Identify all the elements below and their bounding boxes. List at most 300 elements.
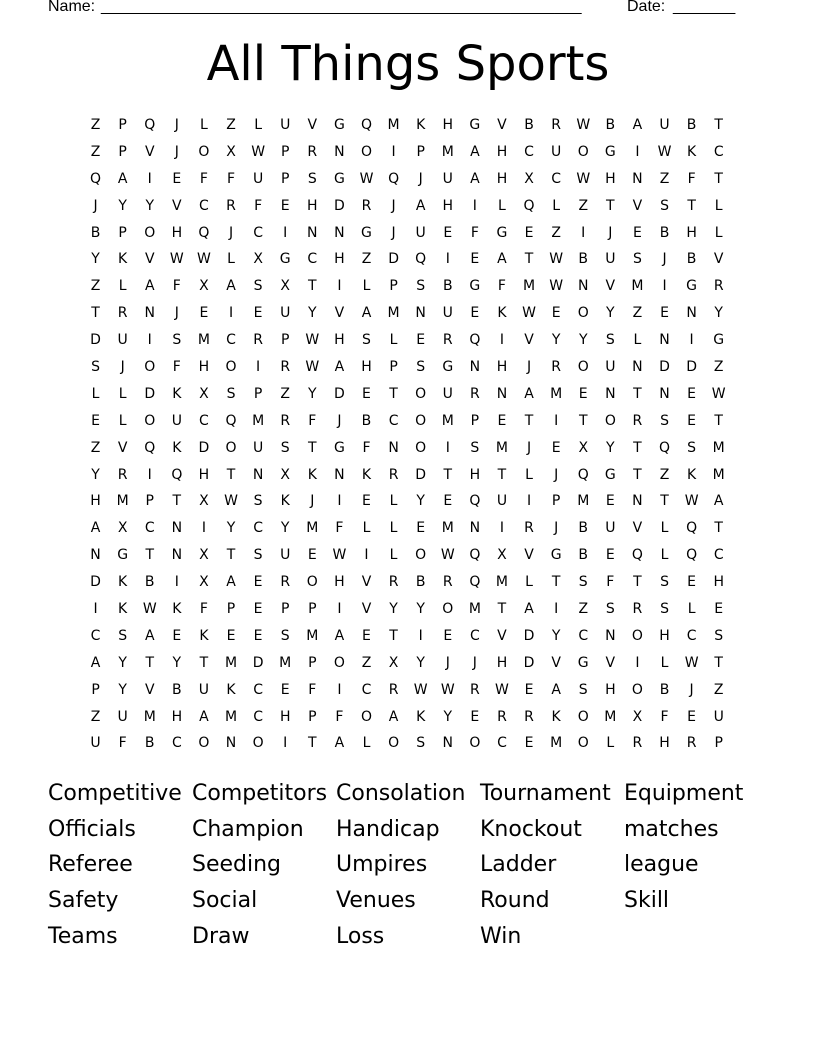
grid-letter[interactable]: Y (416, 654, 425, 671)
grid-letter[interactable]: S (605, 601, 615, 618)
grid-letter[interactable]: T (633, 574, 642, 591)
grid-letter[interactable]: C (713, 143, 724, 160)
grid-letter[interactable]: F (470, 224, 479, 241)
grid-letter[interactable]: A (144, 627, 155, 644)
grid-letter[interactable]: Q (469, 493, 481, 510)
grid-letter[interactable]: X (497, 547, 507, 564)
grid-letter[interactable]: W (224, 493, 238, 510)
grid-letter[interactable]: Y (91, 466, 100, 483)
grid-letter[interactable]: Y (578, 332, 588, 349)
grid-letter[interactable]: C (253, 681, 263, 698)
grid-letter[interactable]: R (361, 197, 372, 214)
grid-letter[interactable]: V (144, 143, 155, 160)
grid-letter[interactable]: I (283, 735, 288, 752)
grid-letter[interactable]: A (388, 708, 399, 725)
grid-letter[interactable]: S (660, 601, 669, 618)
grid-letter[interactable]: C (551, 170, 562, 187)
grid-letter[interactable]: S (118, 627, 128, 644)
grid-letter[interactable]: E (687, 574, 697, 591)
grid-letter[interactable]: T (524, 412, 534, 429)
grid-letter[interactable]: C (578, 627, 589, 644)
grid-letter[interactable]: L (91, 385, 100, 402)
grid-letter[interactable]: S (307, 170, 317, 187)
grid-letter[interactable]: B (686, 251, 697, 268)
grid-letter[interactable]: E (253, 305, 263, 322)
grid-letter[interactable]: J (93, 197, 98, 214)
grid-letter[interactable]: X (199, 493, 209, 510)
grid-letter[interactable]: Y (91, 251, 100, 268)
grid-letter[interactable]: I (147, 466, 152, 483)
grid-letter[interactable]: T (714, 520, 723, 537)
grid-letter[interactable]: Z (280, 385, 290, 402)
grid-letter[interactable]: O (144, 224, 156, 241)
grid-letter[interactable]: C (307, 251, 318, 268)
grid-letter[interactable]: Y (443, 708, 453, 725)
grid-letter[interactable]: S (470, 439, 480, 456)
grid-letter[interactable]: J (391, 224, 396, 241)
grid-letter[interactable]: J (472, 654, 477, 671)
grid-letter[interactable]: Z (361, 654, 372, 671)
grid-letter[interactable]: V (361, 601, 372, 618)
grid-letter[interactable]: U (90, 735, 101, 752)
grid-letter[interactable]: T (497, 466, 507, 483)
grid-letter[interactable]: K (118, 251, 128, 268)
grid-letter[interactable]: K (551, 708, 561, 725)
grid-letter[interactable]: F (687, 170, 696, 187)
grid-letter[interactable]: K (416, 117, 426, 133)
grid-letter[interactable]: U (442, 170, 453, 187)
grid-letter[interactable]: K (307, 466, 317, 483)
grid-letter[interactable]: U (280, 117, 291, 133)
grid-letter[interactable]: O (198, 143, 210, 160)
grid-letter[interactable]: B (361, 412, 372, 429)
grid-letter[interactable]: D (686, 359, 697, 376)
grid-letter[interactable]: P (118, 224, 127, 241)
grid-letter[interactable]: M (279, 654, 292, 671)
grid-letter[interactable]: V (361, 574, 372, 591)
grid-letter[interactable]: T (226, 547, 236, 564)
grid-letter[interactable]: H (496, 143, 508, 160)
grid-letter[interactable]: C (497, 735, 507, 752)
grid-letter[interactable]: F (118, 735, 127, 752)
grid-letter[interactable]: I (364, 547, 369, 564)
grid-letter[interactable]: Z (578, 197, 589, 214)
grid-letter[interactable]: V (144, 251, 155, 268)
grid-letter[interactable]: M (712, 439, 725, 456)
grid-letter[interactable]: P (280, 170, 290, 187)
grid-letter[interactable]: M (523, 278, 536, 295)
grid-letter[interactable]: Y (118, 197, 127, 214)
grid-letter[interactable]: Q (469, 332, 481, 349)
grid-letter[interactable]: Q (388, 170, 400, 187)
grid-letter[interactable]: E (253, 574, 263, 591)
grid-letter[interactable]: N (252, 466, 264, 483)
grid-letter[interactable]: W (549, 278, 564, 295)
grid-letter[interactable]: V (713, 251, 724, 268)
grid-letter[interactable]: M (631, 278, 644, 295)
grid-letter[interactable]: T (308, 439, 317, 456)
grid-letter[interactable]: P (118, 117, 127, 133)
grid-letter[interactable]: Y (280, 520, 290, 537)
grid-letter[interactable]: Z (90, 708, 101, 725)
grid-letter[interactable]: E (470, 251, 480, 268)
grid-letter[interactable]: N (307, 224, 318, 241)
grid-letter[interactable]: B (659, 681, 670, 698)
grid-letter[interactable]: U (252, 170, 264, 187)
grid-letter[interactable]: H (171, 224, 183, 241)
grid-letter[interactable]: C (199, 197, 209, 214)
grid-letter[interactable]: R (253, 332, 263, 349)
grid-letter[interactable]: R (442, 574, 453, 591)
grid-letter[interactable]: T (633, 439, 642, 456)
grid-letter[interactable]: E (524, 681, 534, 698)
grid-letter[interactable]: N (225, 735, 237, 752)
grid-letter[interactable]: A (90, 520, 101, 537)
grid-letter[interactable]: U (605, 251, 616, 268)
grid-letter[interactable]: I (554, 412, 559, 429)
grid-letter[interactable]: H (307, 197, 318, 214)
grid-letter[interactable]: A (470, 143, 480, 160)
grid-letter[interactable]: S (91, 359, 100, 376)
grid-letter[interactable]: T (443, 466, 453, 483)
grid-letter[interactable]: L (606, 735, 615, 752)
grid-letter[interactable]: R (388, 574, 399, 591)
grid-letter[interactable]: W (197, 251, 211, 268)
grid-letter[interactable]: V (144, 681, 155, 698)
grid-letter[interactable]: G (686, 278, 698, 295)
grid-letter[interactable]: I (445, 439, 450, 456)
grid-letter[interactable]: Z (551, 224, 561, 241)
grid-letter[interactable]: H (279, 708, 291, 725)
grid-letter[interactable]: K (118, 574, 128, 591)
grid-letter[interactable]: Y (172, 654, 182, 671)
grid-letter[interactable]: L (714, 224, 723, 241)
grid-letter[interactable]: Y (308, 385, 317, 402)
grid-letter[interactable]: U (442, 385, 453, 402)
grid-letter[interactable]: D (334, 385, 345, 402)
grid-letter[interactable]: W (522, 305, 536, 322)
grid-letter[interactable]: A (415, 197, 426, 214)
grid-letter[interactable]: I (201, 520, 206, 537)
grid-letter[interactable]: U (280, 305, 291, 322)
grid-letter[interactable]: B (659, 224, 670, 241)
grid-letter[interactable]: J (174, 305, 179, 322)
grid-letter[interactable]: X (632, 708, 643, 725)
grid-letter[interactable]: T (551, 574, 561, 591)
grid-letter[interactable]: X (117, 520, 128, 537)
grid-letter[interactable]: R (686, 735, 697, 752)
grid-letter[interactable]: V (172, 197, 182, 214)
grid-letter[interactable]: O (252, 735, 264, 752)
grid-letter[interactable]: Z (361, 251, 372, 268)
grid-letter[interactable]: W (413, 681, 428, 698)
grid-letter[interactable]: U (415, 224, 426, 241)
grid-letter[interactable]: C (253, 224, 263, 241)
grid-letter[interactable]: M (306, 520, 319, 537)
grid-letter[interactable]: H (361, 359, 372, 376)
grid-letter[interactable]: Y (416, 601, 425, 618)
grid-letter[interactable]: S (416, 359, 426, 376)
grid-letter[interactable]: N (605, 385, 616, 402)
grid-letter[interactable]: U (551, 143, 562, 160)
grid-letter[interactable]: O (360, 708, 372, 725)
grid-letter[interactable]: G (333, 170, 345, 187)
grid-letter[interactable]: Y (416, 493, 425, 510)
grid-letter[interactable]: P (118, 143, 127, 160)
grid-letter[interactable]: I (635, 654, 640, 671)
grid-letter[interactable]: U (117, 708, 128, 725)
grid-letter[interactable]: J (554, 520, 559, 537)
grid-letter[interactable]: U (280, 547, 291, 564)
grid-letter[interactable]: T (633, 466, 642, 483)
grid-letter[interactable]: B (172, 681, 182, 698)
grid-letter[interactable]: K (172, 601, 182, 618)
grid-letter[interactable]: X (280, 278, 290, 295)
grid-letter[interactable]: E (632, 224, 642, 241)
grid-letter[interactable]: X (199, 278, 209, 295)
grid-letter[interactable]: E (551, 439, 561, 456)
grid-letter[interactable]: N (442, 735, 453, 752)
grid-letter[interactable]: E (362, 385, 371, 402)
grid-letter[interactable]: E (714, 601, 724, 618)
grid-letter[interactable]: I (662, 278, 667, 295)
grid-letter[interactable]: H (198, 466, 210, 483)
grid-letter[interactable]: Y (714, 305, 723, 322)
grid-letter[interactable]: L (200, 117, 208, 133)
grid-letter[interactable]: T (91, 305, 100, 322)
grid-letter[interactable]: L (389, 332, 398, 349)
grid-letter[interactable]: J (418, 170, 423, 187)
grid-letter[interactable]: C (171, 735, 182, 752)
grid-letter[interactable]: P (308, 708, 317, 725)
grid-letter[interactable]: Y (226, 520, 236, 537)
grid-letter[interactable]: G (279, 251, 291, 268)
grid-letter[interactable]: S (253, 278, 263, 295)
grid-letter[interactable]: N (632, 170, 643, 187)
grid-letter[interactable]: E (687, 708, 697, 725)
grid-letter[interactable]: F (199, 170, 208, 187)
grid-letter[interactable]: I (147, 170, 152, 187)
grid-letter[interactable]: D (198, 439, 210, 456)
grid-letter[interactable]: C (226, 332, 236, 349)
grid-letter[interactable]: R (551, 117, 561, 133)
grid-letter[interactable]: I (526, 493, 532, 510)
grid-letter[interactable]: B (605, 117, 616, 133)
grid-letter[interactable]: O (469, 735, 481, 752)
grid-letter[interactable]: W (251, 143, 266, 160)
grid-letter[interactable]: F (335, 520, 344, 537)
grid-letter[interactable]: M (197, 332, 210, 349)
grid-letter[interactable]: E (443, 224, 453, 241)
grid-letter[interactable]: W (684, 654, 699, 671)
grid-letter[interactable]: R (117, 305, 128, 322)
grid-letter[interactable]: X (524, 170, 534, 187)
grid-letter[interactable]: B (90, 224, 101, 241)
grid-letter[interactable]: S (687, 439, 697, 456)
grid-letter[interactable]: L (362, 278, 371, 295)
grid-letter[interactable]: N (469, 359, 481, 376)
grid-letter[interactable]: E (497, 412, 507, 429)
grid-letter[interactable]: A (226, 278, 236, 295)
grid-letter[interactable]: B (524, 117, 534, 133)
grid-letter[interactable]: T (172, 493, 182, 510)
grid-letter[interactable]: Y (118, 681, 127, 698)
grid-letter[interactable]: L (687, 601, 696, 618)
grid-letter[interactable]: E (605, 547, 615, 564)
grid-letter[interactable]: U (117, 332, 128, 349)
grid-letter[interactable]: H (496, 170, 508, 187)
grid-letter[interactable]: O (577, 305, 589, 322)
grid-letter[interactable]: M (550, 735, 563, 752)
grid-letter[interactable]: X (280, 466, 290, 483)
grid-letter[interactable]: Q (631, 547, 643, 564)
grid-letter[interactable]: E (416, 332, 426, 349)
grid-letter[interactable]: Q (523, 197, 535, 214)
grid-letter[interactable]: T (145, 547, 155, 564)
grid-letter[interactable]: I (499, 332, 505, 349)
grid-letter[interactable]: Z (226, 117, 236, 133)
grid-letter[interactable]: G (604, 143, 616, 160)
grid-letter[interactable]: O (442, 601, 454, 618)
grid-letter[interactable]: K (416, 708, 426, 725)
grid-letter[interactable]: S (578, 574, 588, 591)
grid-letter[interactable]: O (415, 385, 427, 402)
grid-letter[interactable]: F (172, 359, 181, 376)
grid-letter[interactable]: E (362, 627, 371, 644)
grid-letter[interactable]: H (659, 627, 670, 644)
grid-letter[interactable]: A (90, 654, 101, 671)
grid-letter[interactable]: L (498, 197, 506, 214)
grid-letter[interactable]: Q (686, 547, 698, 564)
grid-letter[interactable]: M (387, 305, 400, 322)
grid-letter[interactable]: P (91, 681, 100, 698)
grid-letter[interactable]: Z (659, 466, 670, 483)
grid-letter[interactable]: H (198, 359, 210, 376)
grid-letter[interactable]: D (659, 359, 670, 376)
grid-letter[interactable]: S (280, 627, 290, 644)
grid-letter[interactable]: M (224, 654, 238, 671)
grid-letter[interactable]: N (415, 305, 426, 322)
grid-letter[interactable]: R (713, 278, 724, 295)
grid-letter[interactable]: A (117, 170, 128, 187)
grid-letter[interactable]: F (335, 708, 344, 725)
grid-letter[interactable]: M (224, 708, 238, 725)
grid-letter[interactable]: Z (90, 143, 101, 160)
grid-letter[interactable]: T (389, 385, 398, 402)
grid-letter[interactable]: Y (606, 305, 615, 322)
grid-letter[interactable]: O (144, 412, 156, 429)
grid-letter[interactable]: K (361, 466, 372, 483)
grid-letter[interactable]: T (606, 197, 615, 214)
grid-letter[interactable]: V (551, 654, 561, 671)
grid-letter[interactable]: E (443, 493, 453, 510)
grid-letter[interactable]: O (360, 143, 372, 160)
grid-letter[interactable]: W (440, 681, 455, 698)
grid-letter[interactable]: K (226, 681, 236, 698)
grid-letter[interactable]: M (550, 385, 563, 402)
grid-letter[interactable]: R (280, 359, 291, 376)
grid-letter[interactable]: G (469, 278, 481, 295)
grid-letter[interactable]: I (337, 278, 342, 295)
grid-letter[interactable]: N (334, 143, 345, 160)
grid-letter[interactable]: H (334, 574, 345, 591)
grid-letter[interactable]: G (496, 224, 508, 241)
grid-letter[interactable]: U (713, 708, 724, 725)
grid-letter[interactable]: H (713, 574, 724, 591)
grid-letter[interactable]: O (577, 359, 589, 376)
grid-letter[interactable]: K (280, 493, 290, 510)
grid-letter[interactable]: J (310, 493, 315, 510)
grid-letter[interactable]: R (632, 601, 643, 618)
grid-letter[interactable]: O (577, 143, 589, 160)
grid-letter[interactable]: H (171, 708, 183, 725)
grid-letter[interactable]: Z (713, 681, 724, 698)
grid-letter[interactable]: R (497, 708, 507, 725)
grid-letter[interactable]: G (442, 359, 454, 376)
grid-letter[interactable]: S (660, 412, 669, 429)
grid-letter[interactable]: M (441, 520, 454, 537)
grid-letter[interactable]: A (524, 601, 534, 618)
grid-letter[interactable]: N (334, 466, 345, 483)
grid-letter[interactable]: K (497, 305, 507, 322)
grid-letter[interactable]: S (416, 278, 426, 295)
grid-letter[interactable]: Y (606, 439, 615, 456)
grid-letter[interactable]: Y (551, 627, 561, 644)
grid-letter[interactable]: E (226, 627, 236, 644)
grid-letter[interactable]: D (90, 574, 101, 591)
grid-letter[interactable]: M (387, 117, 400, 133)
grid-letter[interactable]: V (605, 654, 616, 671)
grid-letter[interactable]: P (145, 493, 154, 510)
grid-letter[interactable]: A (632, 117, 643, 133)
grid-letter[interactable]: P (253, 385, 263, 402)
grid-letter[interactable]: O (225, 439, 237, 456)
grid-letter[interactable]: A (470, 170, 480, 187)
grid-letter[interactable]: T (714, 117, 723, 133)
grid-letter[interactable]: P (226, 601, 236, 618)
grid-letter[interactable]: M (441, 143, 454, 160)
grid-letter[interactable]: E (172, 627, 182, 644)
grid-letter[interactable]: B (415, 574, 426, 591)
grid-letter[interactable]: X (199, 574, 209, 591)
grid-letter[interactable]: E (605, 493, 615, 510)
grid-letter[interactable]: U (442, 305, 453, 322)
grid-letter[interactable]: Q (198, 224, 210, 241)
grid-letter[interactable]: H (90, 493, 101, 510)
grid-letter[interactable]: V (632, 197, 643, 214)
grid-letter[interactable]: Y (118, 654, 127, 671)
grid-letter[interactable]: O (225, 359, 237, 376)
grid-letter[interactable]: V (307, 117, 318, 133)
grid-letter[interactable]: J (554, 466, 559, 483)
grid-letter[interactable]: Q (469, 574, 481, 591)
grid-letter[interactable]: E (470, 708, 480, 725)
grid-letter[interactable]: M (306, 627, 319, 644)
grid-letter[interactable]: T (660, 493, 669, 510)
grid-letter[interactable]: Y (308, 305, 317, 322)
grid-letter[interactable]: V (632, 520, 643, 537)
grid-letter[interactable]: P (470, 412, 480, 429)
grid-letter[interactable]: E (551, 305, 561, 322)
grid-letter[interactable]: V (524, 547, 534, 564)
grid-letter[interactable]: N (605, 627, 616, 644)
grid-letter[interactable]: V (117, 439, 128, 456)
grid-letter[interactable]: Z (659, 170, 670, 187)
grid-letter[interactable]: I (337, 601, 342, 618)
grid-letter[interactable]: W (169, 251, 184, 268)
grid-letter[interactable]: A (551, 681, 561, 698)
grid-letter[interactable]: T (226, 466, 236, 483)
